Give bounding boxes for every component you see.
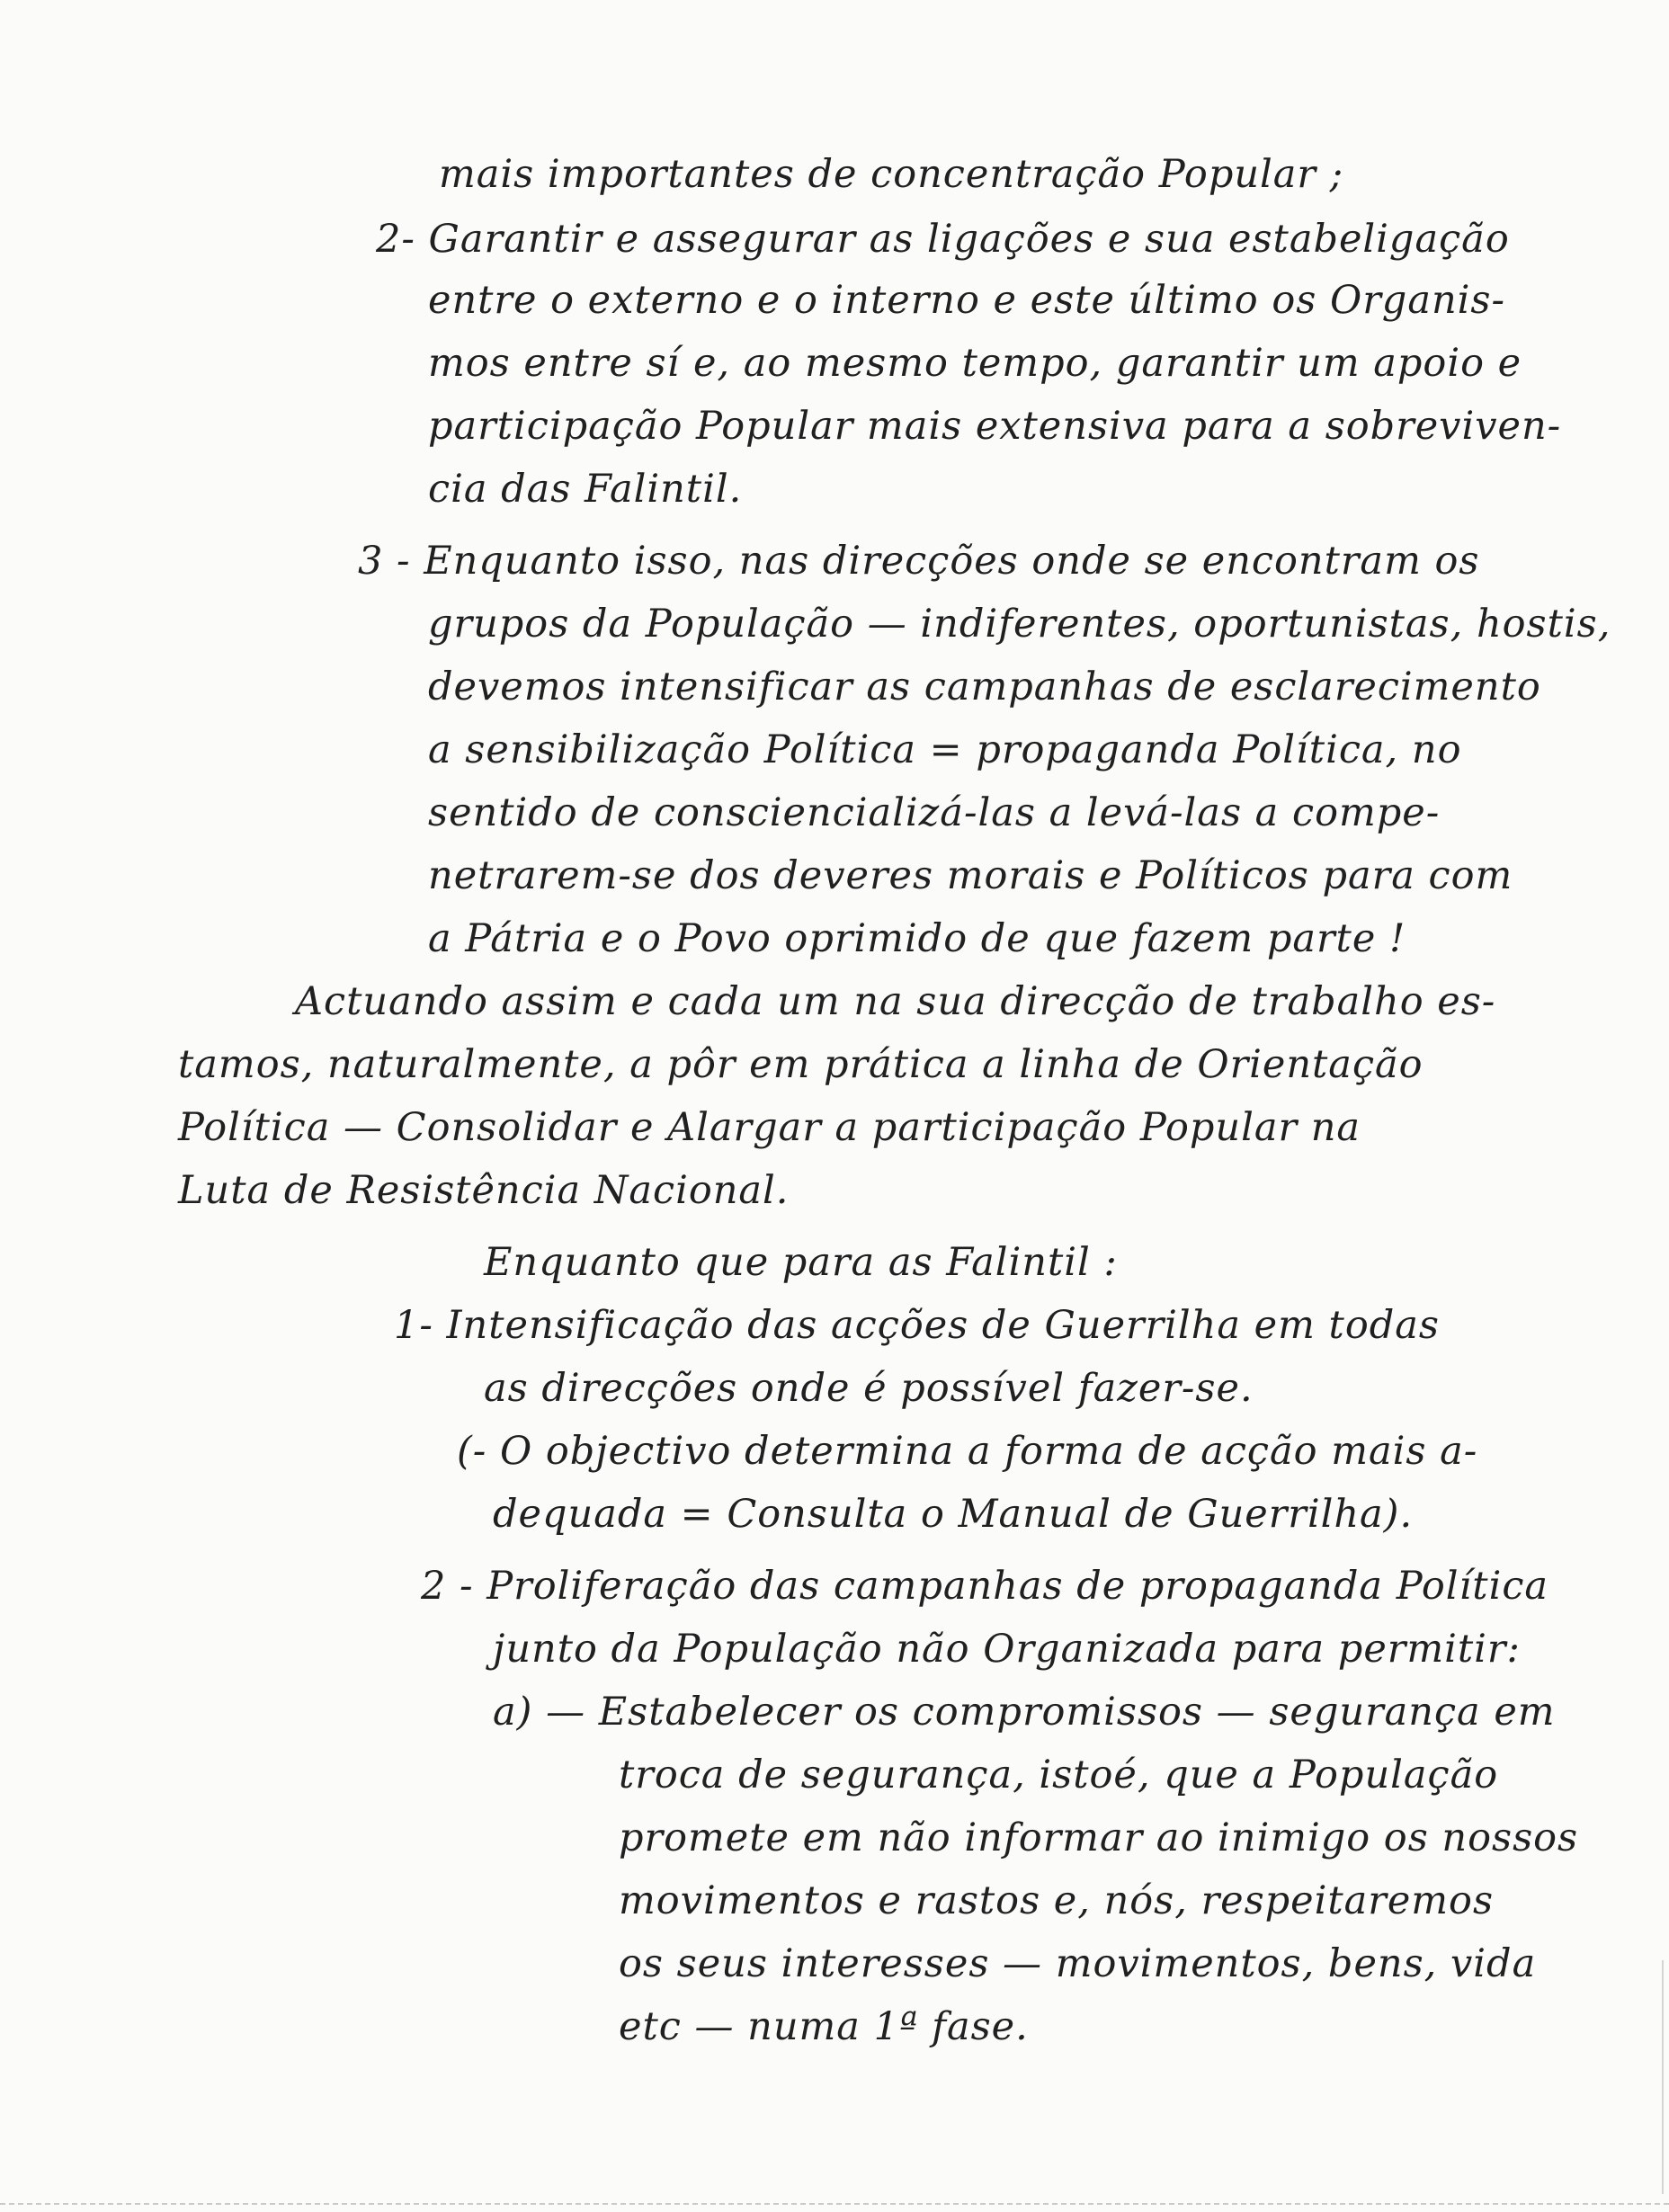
text-line: as direcções onde é possível fazer-se.: [484, 1366, 1254, 1411]
text-line: 1- Intensificação das acções de Guerrilha em todas: [394, 1303, 1440, 1348]
text-line: mos entre sí e, ao mesmo tempo, garantir um apoio e: [428, 341, 1522, 386]
text-line: netrarem-se dos deveres morais e Políticos para com: [428, 853, 1513, 898]
text-line: a sensibilização Política = propaganda Política, no: [428, 727, 1462, 772]
text-line: a Pátria e o Povo oprimido de que fazem parte !: [428, 916, 1406, 961]
text-line: dequada = Consulta o Manual de Guerrilha).: [493, 1492, 1414, 1537]
text-line: entre o externo e o interno e este último os Organis-: [428, 278, 1506, 323]
text-line: 3 - Enquanto isso, nas direcções onde se encontram os: [358, 539, 1480, 584]
text-line: Enquanto que para as Falintil :: [484, 1240, 1118, 1285]
text-line: Actuando assim e cada um na sua direcção de trabalho es-: [295, 979, 1496, 1024]
scan-right-edge: [1662, 1960, 1664, 2194]
text-line: 2- Garantir e assegurar as ligações e sua estabeligação: [376, 217, 1510, 262]
text-line: (- O objectivo determina a forma de acção mais a-: [457, 1429, 1478, 1474]
text-line: mais importantes de concentração Popular ;: [439, 152, 1344, 197]
text-line: movimentos e rastos e, nós, respeitaremos: [619, 1878, 1495, 1923]
text-line: grupos da População — indiferentes, oportunistas, hostis,: [428, 602, 1611, 647]
text-line: Luta de Resistência Nacional.: [178, 1168, 790, 1213]
text-line: Política — Consolidar e Alargar a participação Popular na: [178, 1105, 1361, 1150]
scan-bottom-edge: [0, 2203, 1669, 2212]
text-line: 2 - Proliferação das campanhas de propaganda Política: [421, 1564, 1549, 1609]
text-line: devemos intensificar as campanhas de esclarecimento: [428, 664, 1541, 709]
text-line: junto da População não Organizada para permitir:: [493, 1627, 1521, 1672]
text-line: cia das Falintil.: [428, 467, 743, 512]
text-line: promete em não informar ao inimigo os nossos: [619, 1815, 1579, 1860]
text-line: sentido de consciencializá-las a levá-las a compe-: [428, 790, 1441, 835]
text-line: participação Popular mais extensiva para a sobreviven-: [428, 404, 1562, 449]
text-line: etc — numa 1ª fase.: [619, 2004, 1029, 2049]
text-line: a) — Estabelecer os compromissos — segurança em: [493, 1690, 1556, 1735]
text-line: troca de segurança, istoé, que a População: [619, 1753, 1499, 1797]
text-line: tamos, naturalmente, a pôr em prática a linha de Orientação: [178, 1042, 1424, 1087]
text-line: os seus interesses — movimentos, bens, vida: [619, 1941, 1537, 1986]
